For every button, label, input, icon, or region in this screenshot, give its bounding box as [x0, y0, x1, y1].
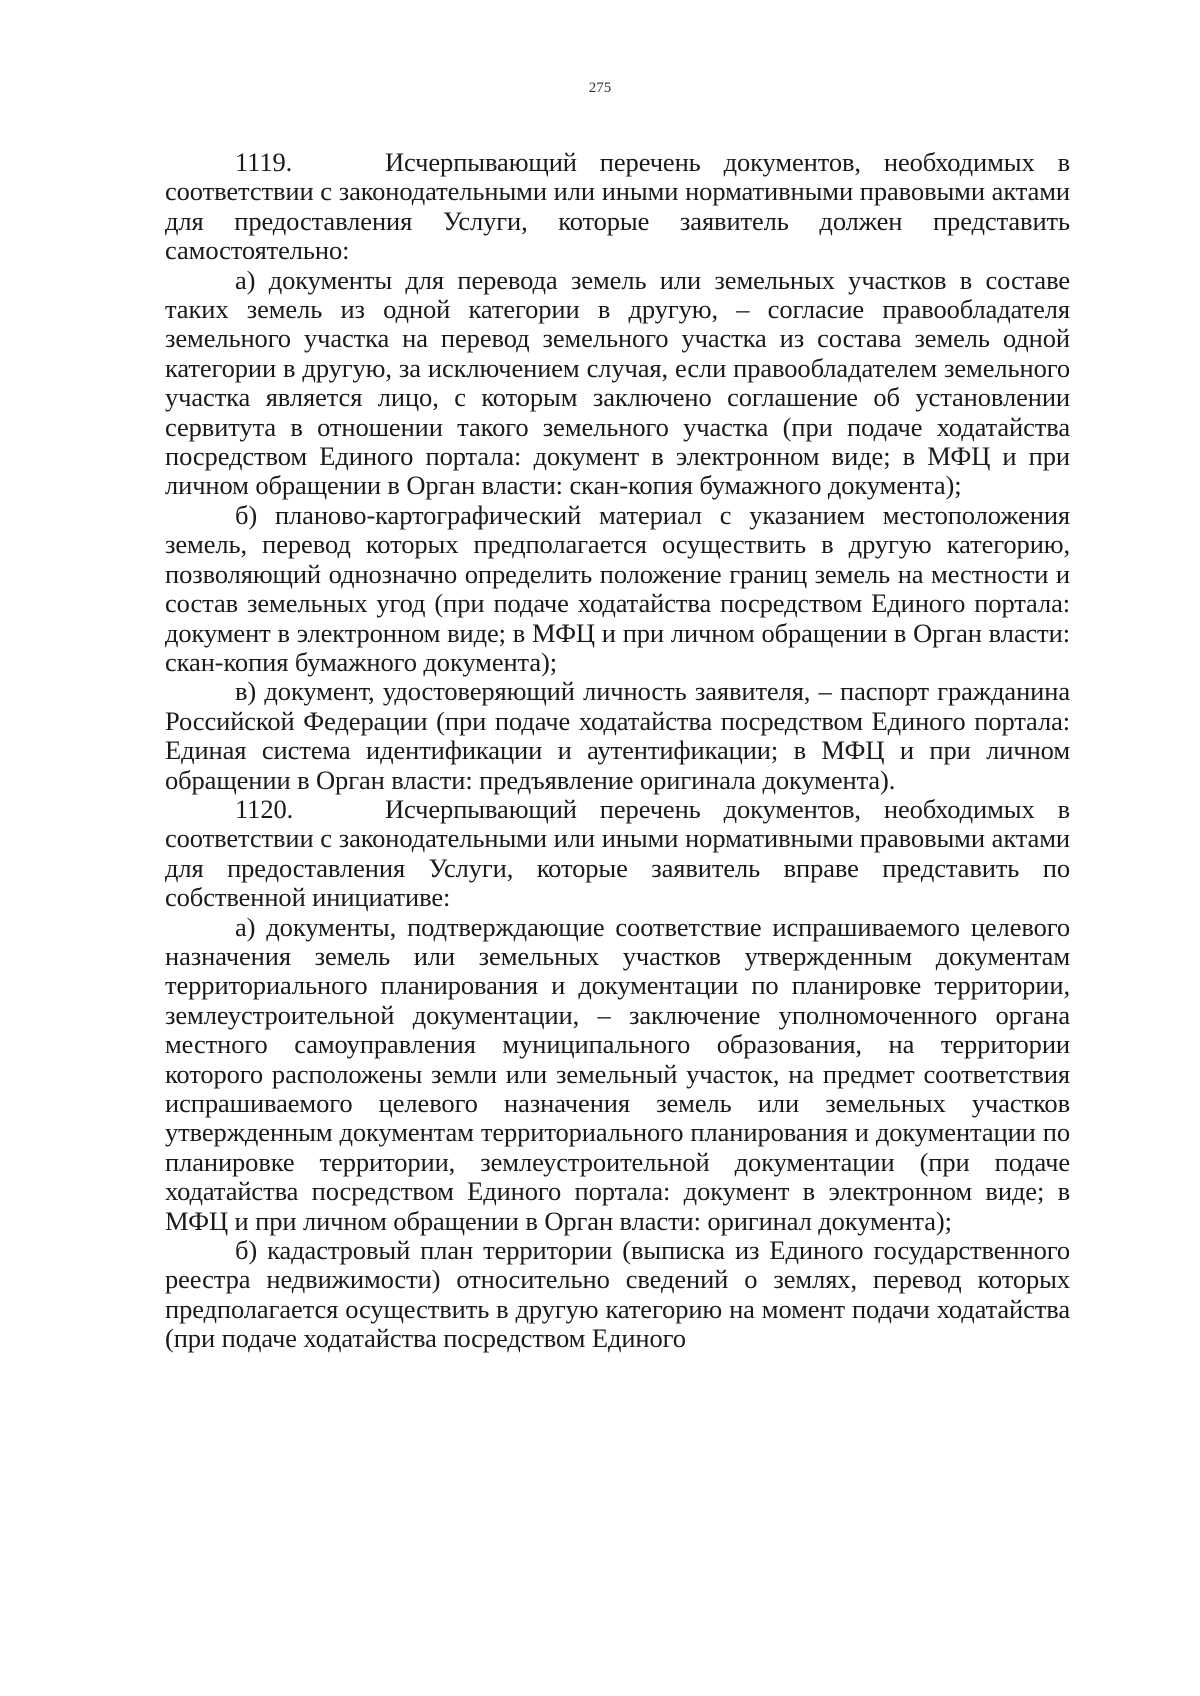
section-intro-text: Исчерпывающий перечень документов, необходимых в соответствии с законодательными или иными нормативными правовыми актами для предоставления Услуги, которые заявитель должен представить самостоятельно:: [165, 147, 1070, 266]
section-number: 1119.: [235, 147, 293, 177]
section-intro-text: Исчерпывающий перечень документов, необходимых в соответствии с законодательными или иными нормативными правовыми актами для предоставления Услуги, которые заявитель вправе представить по собственной инициативе:: [165, 793, 1070, 913]
section-1119-intro: [165, 148, 1070, 266]
list-item: в) документ, удостоверяющий личность заявителя, – паспорт гражданина Российской Федерации (при подаче ходатайства посредством Единого портала: Единая система идентификации и аутентификации; в МФЦ и при личном обращении в Орган власти: предъявление оригинала документа).: [165, 676, 1070, 795]
section-number: 1120.: [235, 793, 294, 824]
list-item: б) планово-картографический материал с указанием местоположения земель, перевод которых предполагается осуществить в другую категорию, позволяющий однозначно определить положение границ земель на местности и состав земельных угод (при подаче ходатайства посредством Единого портала: документ в электронном виде; в МФЦ и при личном обращении в Орган власти: скан-копия бумажного документа);: [165, 499, 1070, 677]
list-item: а) документы, подтверждающие соответствие испрашиваемого целевого назначения земель или земельных участков утвержденным документам территориального планирования и документации по планировке территории, землеустроительной документации, – заключение уполномоченного органа местного самоуправления муниципального образования, на территории которого расположены земли или земельный участок, на предмет соответствия испрашиваемого целевого назначения земель или земельных участков утвержденным документам территориального планирования и документации по планировке территории, землеустроительной документации (при подаче ходатайства посредством Единого портала: документ в электронном виде; в МФЦ и при личном обращении в Орган власти: оригинал документа);: [165, 911, 1070, 1236]
page-number: 275: [588, 80, 612, 96]
document-body: [165, 148, 1070, 1354]
section-1120-intro: [165, 795, 1070, 913]
list-item: б) кадастровый план территории (выписка из Единого государственного реестра недвижимости) относительно сведений о землях, перевод которых предполагается осуществить в другую категорию на момент подачи ходатайства (при подаче ходатайства посредством Единого: [165, 1235, 1070, 1354]
list-item: а) документы для перевода земель или земельных участков в составе таких земель из одной категории в другую, – согласие правообладателя земельного участка на перевод земельного участка из состава земель одной категории в другую, за исключением случая, если правообладателем земельного участка является лицо, с которым заключено соглашение об установлении сервитута в отношении такого земельного участка (при подаче ходатайства посредством Единого портала: документ в электронном виде; в МФЦ и при личном обращении в Орган власти: скан-копия бумажного документа);: [165, 264, 1070, 501]
